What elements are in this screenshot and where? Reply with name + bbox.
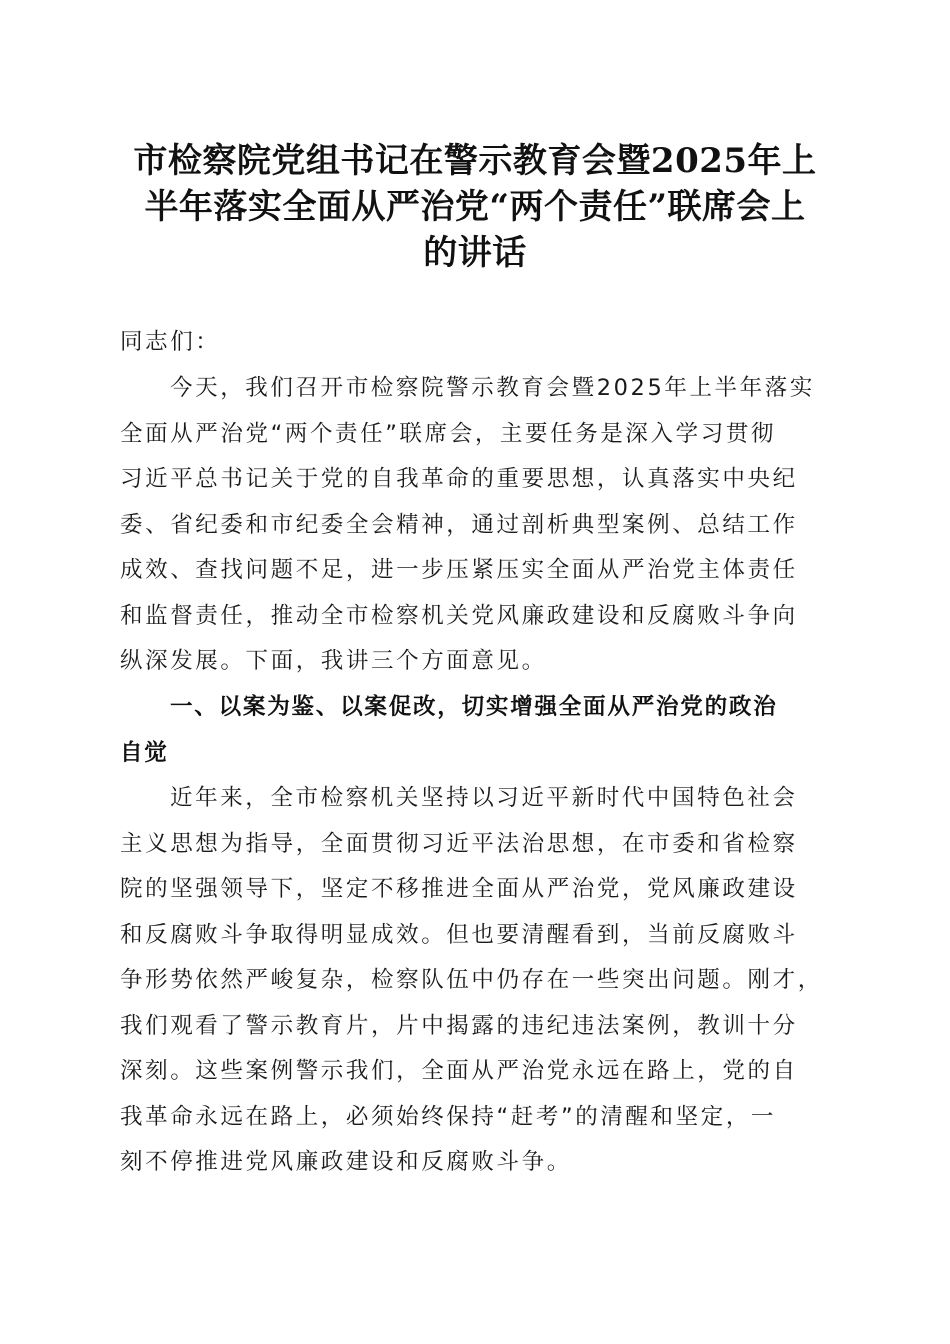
paragraph-line: 和监督责任，推动全市检察机关党风廉政建设和反腐败斗争向 [120,602,798,629]
paragraph-line: 我们观看了警示教育片，片中揭露的违纪违法案例，教训十分 [120,1012,798,1039]
paragraph-line: 习近平总书记关于党的自我革命的重要思想，认真落实中央纪 [120,466,798,492]
paragraph-line: 刻不停推进党风廉政建设和反腐败斗争。 [120,1149,572,1175]
section-heading-1 [120,685,832,776]
heading-line: 自觉 [120,739,169,766]
title-line: 的讲话 [423,233,527,273]
paragraph-line: 争形势依然严峻复杂，检察队伍中仍存在一些突出问题。刚才， [120,967,823,993]
paragraph-intro [120,366,832,685]
paragraph-line: 今天，我们召开市检察院警示教育会暨2025年上半年落实 [170,375,815,401]
title-line: 半年落实全面从严治党“两个责任”联席会上 [144,187,806,227]
paragraph-line: 深刻。这些案例警示我们，全面从严治党永远在路上，党的自 [120,1058,798,1084]
greeting [120,320,832,366]
title-line: 市检察院党组书记在警示教育会暨2025年上 [133,141,817,181]
paragraph-line: 和反腐败斗争取得明显成效。但也要清醒看到，当前反腐败斗 [120,921,798,948]
paragraph-line: 主义思想为指导，全面贯彻习近平法治思想，在市委和省检察 [120,830,798,857]
paragraph-line: 近年来，全市检察机关坚持以习近平新时代中国特色社会 [170,785,798,811]
document-title [100,138,850,276]
paragraph-line: 纵深发展。下面，我讲三个方面意见。 [120,648,547,674]
paragraph-section-1 [120,776,832,1186]
paragraph-line: 成效、查找问题不足，进一步压紧压实全面从严治党主体责任 [120,557,798,583]
greeting-text: 同志们： [120,329,221,355]
heading-line: 一、以案为鉴、以案促改，切实增强全面从严治党的政治 [170,694,778,720]
paragraph-line: 委、省纪委和市纪委全会精神，通过剖析典型案例、总结工作 [120,511,798,538]
paragraph-line: 全面从严治党“两个责任”联席会，主要任务是深入学习贯彻 [120,420,777,447]
paragraph-line: 院的坚强领导下，坚定不移推进全面从严治党，党风廉政建设 [120,876,798,902]
paragraph-line: 我革命永远在路上，必须始终保持“赶考”的清醒和坚定，一 [120,1103,777,1130]
